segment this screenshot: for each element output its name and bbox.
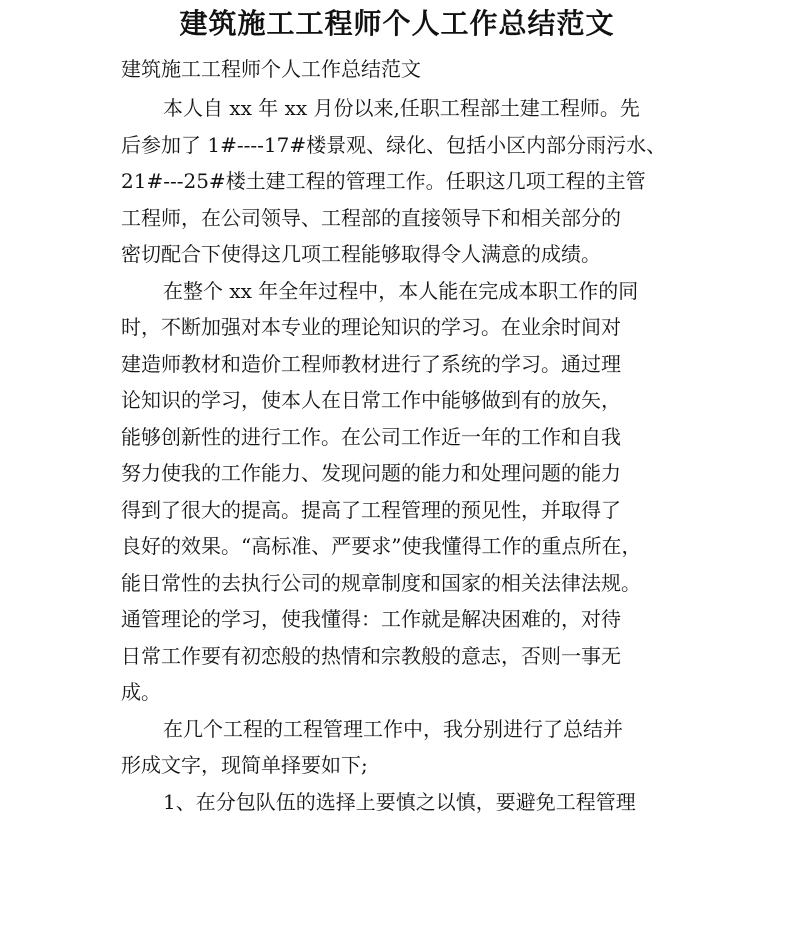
paragraph-2-line-6: 努力使我的工作能力、发现问题的能力和处理问题的能力: [121, 461, 621, 485]
document-title: 建筑施工工程师个人工作总结范文: [179, 7, 615, 40]
paragraph-2-line-7: 得到了很大的提高。提高了工程管理的预见性，并取得了: [121, 497, 621, 522]
paragraph-1-line-1: 本人自 xx 年 xx 月份以来,任职工程部土建工程师。先: [163, 96, 640, 120]
paragraph-1-line-5: 密切配合下使得这几项工程能够取得令人满意的成绩。: [121, 242, 601, 266]
paragraph-4-line-1: 1、在分包队伍的选择上要慎之以慎，要避免工程管理: [163, 789, 636, 814]
paragraph-1-line-3: 21#---25#楼土建工程的管理工作。任职这几项工程的主管: [121, 169, 646, 193]
paragraph-2-line-9: 能日常性的去执行公司的规章制度和国家的相关法律法规。: [121, 570, 641, 595]
paragraph-3-line-2: 形成文字，现简单择要如下;: [121, 753, 368, 777]
paragraph-2-line-2: 时，不断加强对本专业的理论知识的学习。在业余时间对: [121, 315, 621, 339]
paragraph-3-line-1: 在几个工程的工程管理工作中，我分别进行了总结并: [163, 716, 623, 741]
paragraph-2-line-1: 在整个 xx 年全年过程中，本人能在完成本职工作的同: [163, 278, 639, 303]
paragraph-2-line-4: 论知识的学习，使本人在日常工作中能够做到有的放矢，: [121, 388, 621, 412]
paragraph-1-line-2: 后参加了 1#----17#楼景观、绿化、包括小区内部分雨污水、: [121, 132, 667, 157]
paragraph-2-line-10: 通管理论的学习，使我懂得：工作就是解决困难的，对待: [121, 607, 621, 631]
paragraph-2-line-11: 日常工作要有初恋般的热情和宗教般的意志，否则一事无: [121, 643, 621, 668]
paragraph-2-line-12: 成。: [121, 680, 161, 704]
paragraph-2-line-5: 能够创新性的进行工作。在公司工作近一年的工作和自我: [121, 424, 621, 449]
paragraph-2-line-8: 良好的效果。“高标准、严要求”使我懂得工作的重点所在，: [121, 534, 642, 558]
paragraph-2-line-3: 建造师教材和造价工程师教材进行了系统的学习。通过理: [121, 351, 621, 376]
paragraph-1-line-4: 工程师，在公司领导、工程部的直接领导下和相关部分的: [121, 205, 621, 230]
document-body: [121, 90, 681, 820]
document-subtitle: 建筑施工工程师个人工作总结范文: [121, 57, 421, 81]
